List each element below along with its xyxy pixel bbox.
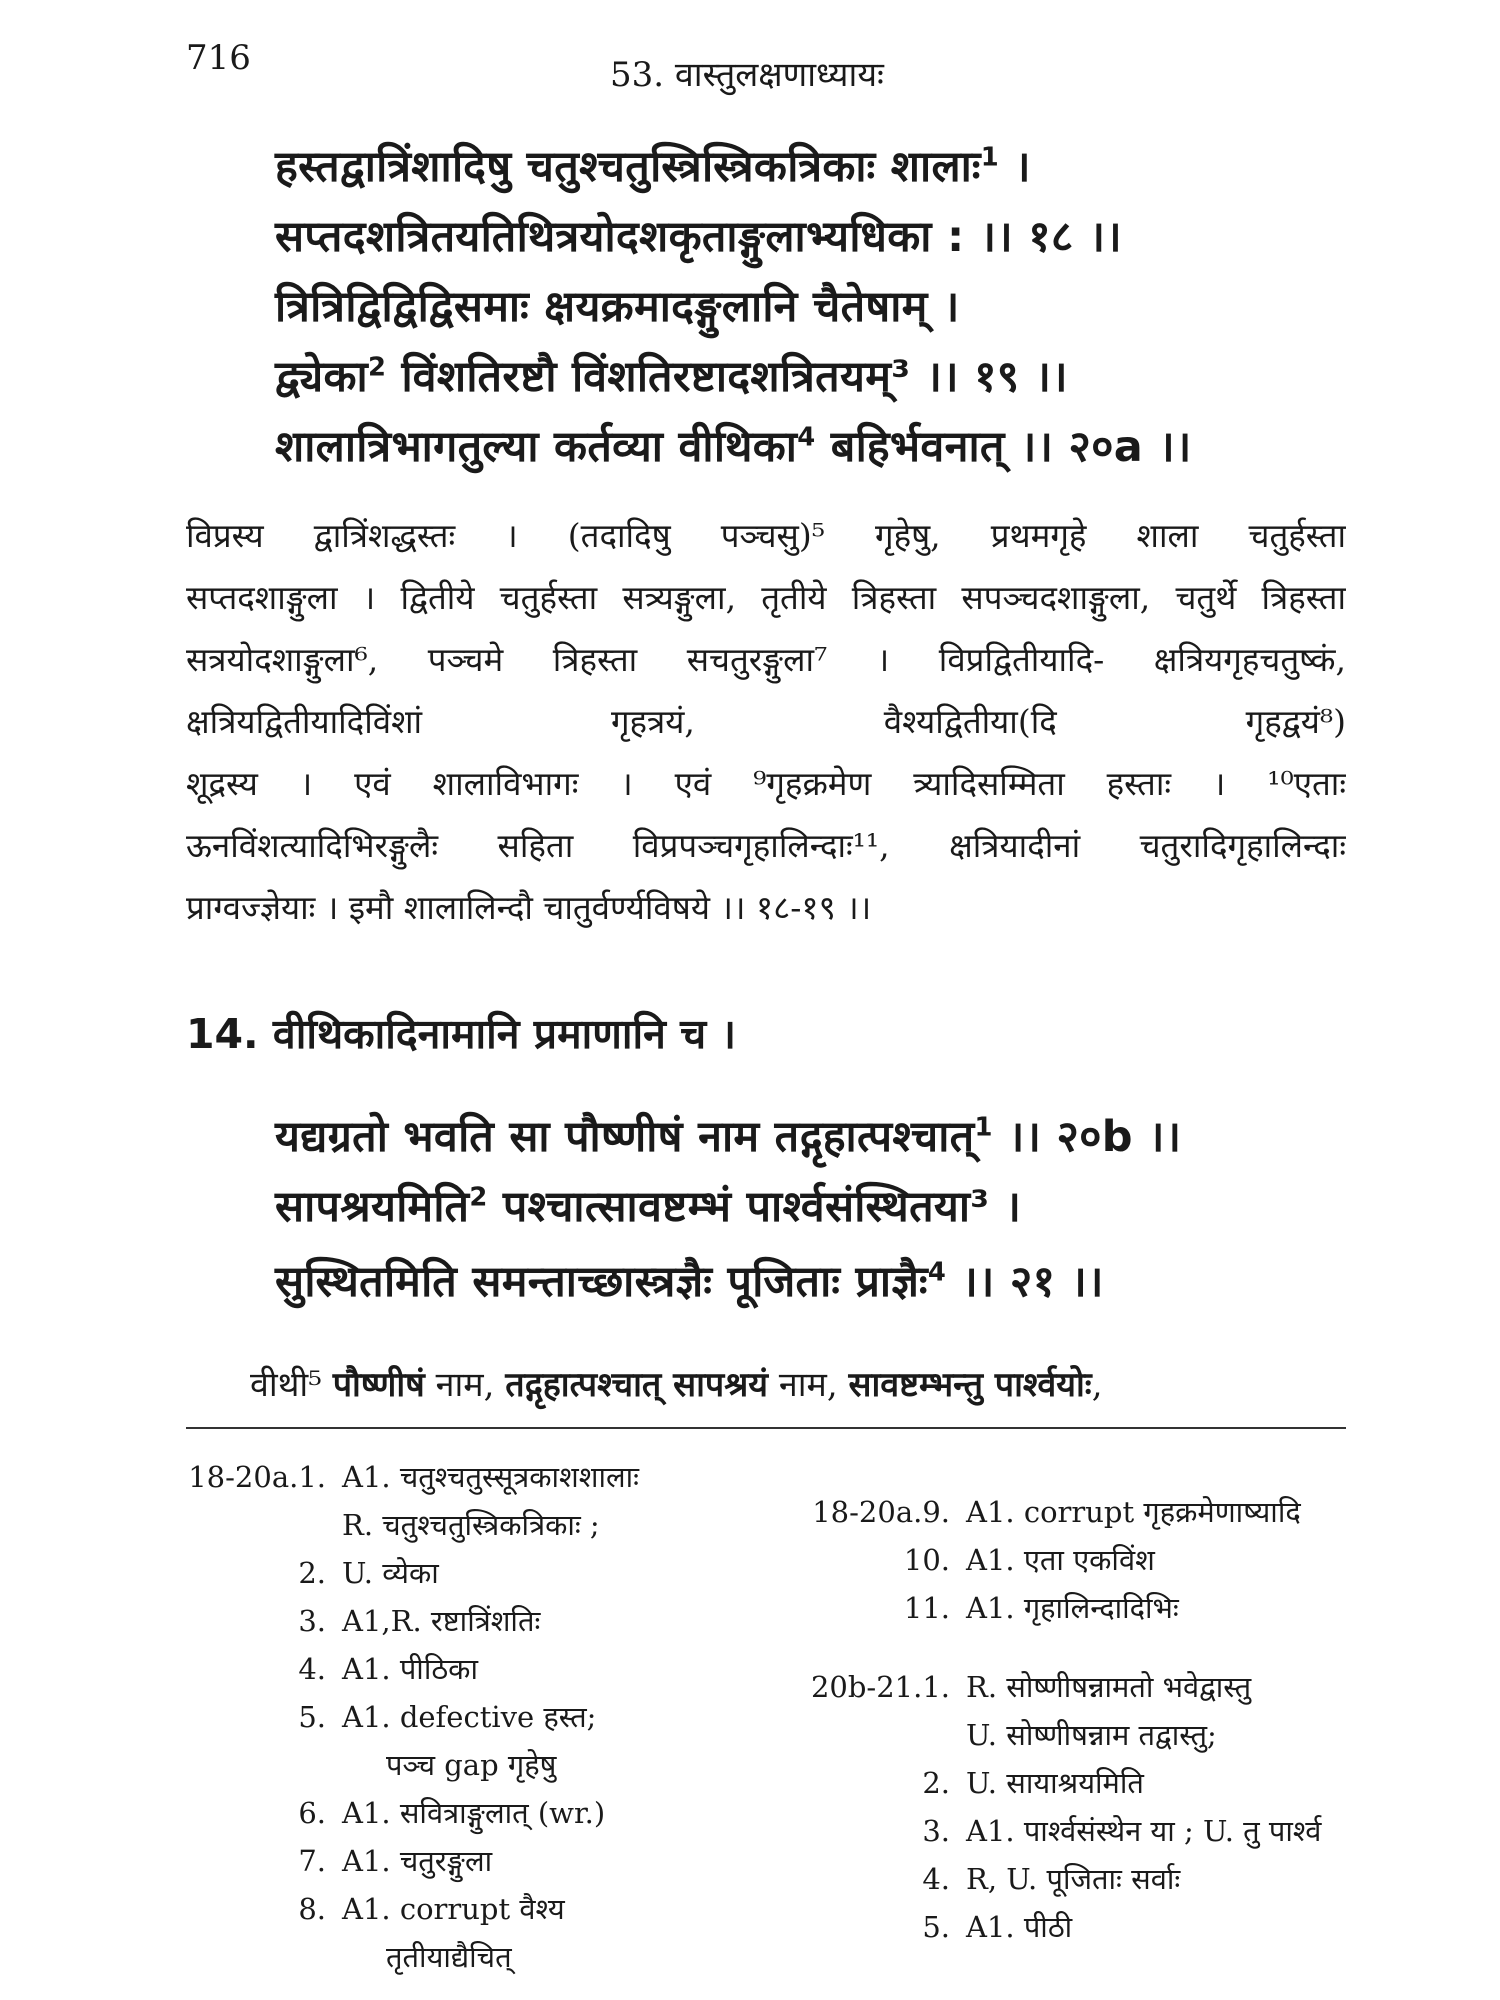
verse-line: सुस्थितमिति समन्ताच्छास्त्रज्ञैः पूजिताः प्राज्ञैः$^4$ ।। २१ ।। [275,1257,1104,1307]
footnote: 3. A1. पार्श्वसंस्थेन या ; U. तु पार्श्व [922,1814,1322,1848]
footnote: 18-20a.1. A1. चतुश्चतुस्सूत्रकाशशालाः [188,1460,639,1494]
running-head: 53. वास्तुलक्षणाध्यायः [610,55,884,95]
commentary-line: शूद्रस्य । एवं शालाविभागः । एवं ⁹गृहक्रमेण त्र्यादिसम्मिता हस्ताः । ¹⁰एताः [186,764,1346,803]
verse-line: हस्तद्वात्रिंशादिषु चतुश्चतुस्त्रिस्त्रिकत्रिकाः शालाः$^1$ । [275,142,1031,192]
commentary-line: सप्तदशाङ्गुला । द्वितीये चतुर्हस्ता सत्र्यङ्गुला, तृतीये त्रिहस्ता सपञ्चदशाङ्गुला, चतुर्थे त्रिहस्ता [186,578,1346,617]
verse-line: द्व्येका$^2$ विंशतिरष्टौ विंशतिरष्टादशत्रितयम्³ ।। १९ ।। [275,352,1068,402]
footnote: 10. A1. एता एकविंश [903,1543,1155,1577]
footnote: 4. R, U. पूजिताः सर्वाः [922,1862,1181,1896]
footnote: 5. A1. defective हस्त; [298,1700,597,1734]
section-heading: 14. वीथिकादिनामानि प्रमाणानि च । [186,1010,737,1058]
footnote-divider [186,1427,1346,1429]
commentary-line: प्राग्वज्ज्ञेयाः । इमौ शालालिन्दौ चातुर्वर्ण्यविषये ।। १८-१९ ।। [186,888,872,927]
footnote: 18-20a.9. A1. corrupt गृहक्रमेणाष्यादि [812,1495,1301,1529]
footnote: 3. A1,R. रष्टात्रिंशतिः [298,1604,541,1638]
footnote: 4. A1. पीठिका [298,1652,478,1686]
footnote: 20b-21.1. R. सोष्णीषन्नामतो भवेद्वास्तु [810,1670,1252,1704]
verse-line: यद्यग्रतो भवति सा पौष्णीषं नाम तद्गृहात्पश्चात्$^1$ ।। २०b ।। [275,1112,1182,1162]
footnote: 6. A1. सवित्राङ्गुलात् (wr.) [298,1796,606,1830]
commentary-vithi-line: वीथी⁵ पौष्णीषं नाम, तद्गृहात्पश्चात् सापश्रयं नाम, सावष्टम्भन्तु पार्श्वयोः, [250,1365,1103,1405]
footnote: 7. A1. चतुरङ्गुला [298,1844,493,1878]
commentary-line: सत्रयोदशाङ्गुला⁶, पञ्चमे त्रिहस्ता सचतुरङ्गुला⁷ । विप्रद्वितीयादि- क्षत्रियगृहचतुष्कं, [186,640,1346,679]
verse-line: सप्तदशत्रितयतिथित्रयोदशकृताङ्गुलाभ्यधिका : ।। १८ ।। [275,212,1123,262]
footnote: पञ्च gap गृहेषु [386,1748,557,1782]
footnote: R. चतुश्चतुस्त्रिकत्रिकाः ; [342,1508,600,1542]
footnote: तृतीयाद्यैचित् [386,1940,512,1974]
footnote: 2. U. सायाश्रयमिति [922,1766,1144,1800]
page-number: 716 [186,38,251,78]
commentary-line: क्षत्रियद्वितीयादिविंशां गृहत्रयं, वैश्यद्वितीया(दि गृहद्वयं⁸) [186,702,1346,741]
verse-line: सापश्रयमिति$^2$ पश्चात्सावष्टम्भं पार्श्वसंस्थितया³ । [275,1182,1022,1232]
footnote: 2. U. व्येका [298,1556,439,1590]
footnote: 8. A1. corrupt वैश्य [298,1892,565,1926]
verse-line: शालात्रिभागतुल्या कर्तव्या वीथिका$^4$ बहिर्भवनात् ।। २०a ।। [275,422,1192,472]
footnote: U. सोष्णीषन्नाम तद्वास्तु; [966,1718,1217,1752]
footnote: 11. A1. गृहालिन्दादिभिः [903,1591,1179,1625]
commentary-line: विप्रस्य द्वात्रिंशद्धस्तः । (तदादिषु पञ्चसु)⁵ गृहेषु, प्रथमगृहे शाला चतुर्हस्ता [186,516,1346,555]
footnote: 5. A1. पीठी [922,1910,1073,1944]
commentary-line: ऊनविंशत्यादिभिरङ्गुलैः सहिता विप्रपञ्चगृहालिन्दाः¹¹, क्षत्रियादीनां चतुरादिगृहालिन्दाः [186,826,1346,865]
verse-line: त्रित्रिद्विद्विद्विसमाः क्षयक्रमादङ्गुलानि चैतेषाम् । [275,282,960,332]
